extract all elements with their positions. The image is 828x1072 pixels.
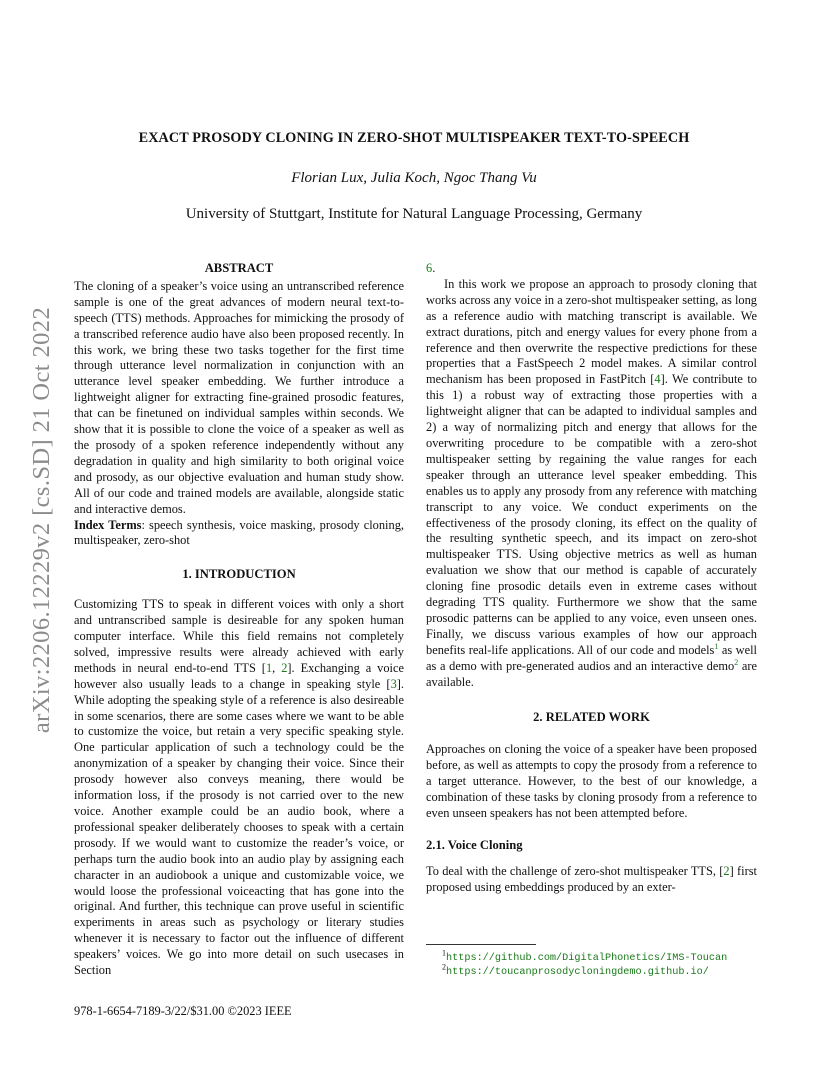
intro-text: ]. We contribute to this 1) a robust way of extracting those properties with a lightweight aligner that can be adapted to individual samples and 2) a way of normalizing pitch and energy that allows for the overwriting procedure to be compatible with a zero-shot multispeaker setting by regaining the value ranges for each speaker through an utterance level speaker embedding. This enables us to apply any prosody from any reference with matching transcript to any voice. We conduct experiments on the effectiveness of the prosody cloning, its effect on the quality of the resulting synthetic speech, and its impact on zero-shot multispeaker TTS. Using objective metrics as well as human evaluation we show that our method is capable of accurately cloning fine prosodic details even in extreme cases without degrading TTS quality. Furthermore we show that the same prosodic patterns can be applied to any voice, even unseen ones. Finally, we discuss various examples of how our approach benefits real-life applications. All of our code and models [426,372,757,657]
intro-text: Customizing TTS to speak in different voices with only a short and untranscribed sample is desireable for any spoken human computer interface. While this field remains not completely solved, impressive results were already achieved with early methods in neural end-to-end TTS [ [74,597,404,675]
section-link[interactable]: 6 [426,261,433,275]
paper-title: EXACT PROSODY CLONING IN ZERO-SHOT MULTISPEAKER TEXT-TO-SPEECH [138,130,690,146]
citation-link[interactable]: 3 [390,676,397,691]
intro-text: . [432,261,436,275]
intro-paragraph-1 [74,597,404,979]
citation-link[interactable]: 1 [265,660,273,675]
paper-authors: Florian Lux, Julia Koch, Ngoc Thang Vu [291,170,537,186]
intro-text: In this work we propose an approach to prosody cloning that works across any voice in a zero-shot multispeaker setting, as long as a reference audio with matching transcript is available. We extract durations, pitch and energy values for every phone from a reference and then overwrite the respective predictions for these properties that a FastSpeech 2 model makes. A similar control mechanism has been proposed in FastPitch [ [426,276,757,387]
abstract-heading: ABSTRACT [204,261,274,275]
footnote-2-mark: 2 [442,962,446,972]
citation-link[interactable]: 2 [281,660,288,675]
abstract-text: The cloning of a speaker’s voice using an untranscribed reference sample is one of the great advances of modern neural text-to-speech (TTS) methods. Approaches for mimicking the prosody of a transcribed reference audio have also been proposed recently. In this work, we bring these two tasks together for the first time through utterance level normalization in conjunction with an utterance level speaker embedding. We further introduce a lightweight aligner for extracting fine-grained prosodic features, that can be finetuned on individual samples within seconds. We show that it is possible to clone the voice of a speaker as well as the prosody of a spoken reference independently without any degradation in quality and high similarity to both original voice and prosody, as our objective evaluation and human study show. All of our code and trained models are available, alongside static and interactive demos. [74,278,404,516]
intro-text: as well as a demo with pre-generated audios and an interactive demo [426,642,757,673]
voice-cloning-heading: 2.1. Voice Cloning [426,837,523,852]
copyright-footer: 978-1-6654-7189-3/22/$31.00 ©2023 IEEE [74,1004,292,1018]
arxiv-id: arXiv:2206.12229v2 [cs.SD] 21 Oct 2022 [28,306,55,734]
intro-text: ]. While adopting the speaking style of a reference is also desireable in some scenarios, there are some cases where we want to be able to customize the voice, but retain a very specific speaking style. One particular application of such a technology could be the anonymization of a speaker by changing their voice. Since their prosody however also conveys meaning, there would be information loss, if the prosody is not carried over to the new voice. Another example could be an audio book, where a professional speaker deliberately chooses to speak with a certain prosody. If we would want to customize the reader’s voice, or perhaps turn the audio book into an audio play by assigning each character in an audiobook a unique and customizable voice, we would loose the professional voiceacting that has gone into the original. And further, this technique can prove useful in scientific experiments in areas such as psychology or literary studies whenever it is necessary to factor out the influence of different speakers’ voices. We go into more detail on such usecases in Section [74,676,404,978]
intro-paragraph-1-continued [426,261,757,277]
footnote-rule [426,944,536,945]
footnote-2 [442,962,709,978]
footnote-mark[interactable]: 2 [734,657,739,667]
arxiv-sidebar-stamp [22,280,62,760]
footnote-1-mark: 1 [442,948,446,958]
citation-link[interactable]: 4 [654,372,661,387]
intro-text: , [272,660,282,675]
footnote-1 [442,948,728,964]
related-work-heading: 2. RELATED WORK [533,710,650,725]
left-column [74,261,404,979]
related-paragraph-1: Approaches on cloning the voice of a speaker have been proposed before, as well as attempts to copy the prosody from a reference to a target utterance. However, to the best of our knowledge, a combination of these tasks by cloning prosody from a reference to even unseen speakers has not been attempted before. [426,742,757,820]
index-terms-text: : speech synthesis, voice masking, prosody cloning, multispeaker, zero-shot [74,517,404,548]
footnote-2-url[interactable]: https://toucanprosodycloningdemo.github.io/ [446,967,709,978]
footnote-1-url[interactable]: https://github.com/DigitalPhonetics/IMS-Toucan [446,953,728,964]
related-paragraph-2 [426,864,757,896]
related-text: ] first proposed using embeddings produced by an exter- [426,863,758,894]
right-column [426,261,757,896]
intro-heading: 1. INTRODUCTION [182,567,296,582]
related-text: To deal with the challenge of zero-shot multispeaker TTS, [ [426,863,724,878]
intro-text: are available. [426,658,757,689]
citation-link[interactable]: 2 [723,863,730,878]
index-terms-label: Index Terms [74,517,142,532]
intro-paragraph-2 [426,277,757,691]
footnote-mark[interactable]: 1 [714,641,719,651]
paper-affiliation: University of Stuttgart, Institute for Natural Language Processing, Germany [185,206,643,222]
index-terms [74,518,404,550]
intro-text: ]. Exchanging a voice however also usually leads to a change in speaking style [ [74,660,404,691]
